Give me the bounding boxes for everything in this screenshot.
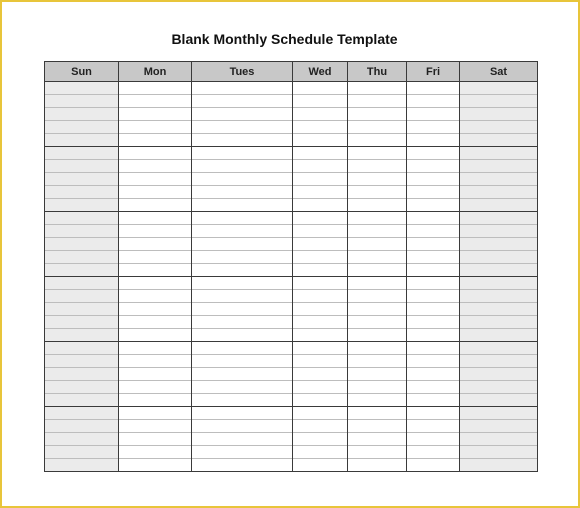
writing-lines bbox=[460, 212, 537, 276]
day-cell-sat[interactable] bbox=[460, 212, 538, 277]
week-row bbox=[45, 407, 538, 472]
writing-lines bbox=[45, 342, 118, 406]
week-row bbox=[45, 342, 538, 407]
writing-lines bbox=[119, 212, 191, 276]
writing-lines bbox=[407, 407, 459, 471]
day-cell-wed[interactable] bbox=[293, 147, 348, 212]
writing-lines bbox=[460, 82, 537, 146]
day-cell-sun[interactable] bbox=[45, 407, 119, 472]
writing-lines bbox=[460, 147, 537, 211]
day-cell-thu[interactable] bbox=[348, 407, 407, 472]
day-cell-sun[interactable] bbox=[45, 212, 119, 277]
day-cell-wed[interactable] bbox=[293, 277, 348, 342]
weekday-header-sat: Sat bbox=[460, 62, 538, 82]
writing-lines bbox=[407, 212, 459, 276]
writing-lines bbox=[407, 342, 459, 406]
day-cell-mon[interactable] bbox=[119, 342, 192, 407]
day-cell-tues[interactable] bbox=[192, 277, 293, 342]
day-cell-sat[interactable] bbox=[460, 407, 538, 472]
weekday-header-fri: Fri bbox=[407, 62, 460, 82]
writing-lines bbox=[192, 82, 292, 146]
day-cell-fri[interactable] bbox=[407, 277, 460, 342]
writing-lines bbox=[293, 277, 347, 341]
writing-lines bbox=[348, 212, 406, 276]
writing-lines bbox=[192, 407, 292, 471]
writing-lines bbox=[293, 342, 347, 406]
writing-lines bbox=[293, 407, 347, 471]
day-cell-tues[interactable] bbox=[192, 147, 293, 212]
writing-lines bbox=[192, 147, 292, 211]
writing-lines bbox=[460, 342, 537, 406]
weekday-header-wed: Wed bbox=[293, 62, 348, 82]
day-cell-sun[interactable] bbox=[45, 82, 119, 147]
day-cell-sat[interactable] bbox=[460, 82, 538, 147]
day-cell-tues[interactable] bbox=[192, 342, 293, 407]
day-cell-thu[interactable] bbox=[348, 212, 407, 277]
day-cell-wed[interactable] bbox=[293, 342, 348, 407]
day-cell-tues[interactable] bbox=[192, 212, 293, 277]
weekday-header-row bbox=[45, 62, 538, 82]
day-cell-mon[interactable] bbox=[119, 407, 192, 472]
writing-lines bbox=[293, 147, 347, 211]
day-cell-wed[interactable] bbox=[293, 212, 348, 277]
writing-lines bbox=[45, 82, 118, 146]
calendar-body bbox=[45, 82, 538, 472]
day-cell-sun[interactable] bbox=[45, 147, 119, 212]
writing-lines bbox=[192, 277, 292, 341]
calendar-grid bbox=[44, 61, 538, 472]
day-cell-fri[interactable] bbox=[407, 82, 460, 147]
writing-lines bbox=[460, 277, 537, 341]
day-cell-wed[interactable] bbox=[293, 82, 348, 147]
weekday-header-sun: Sun bbox=[45, 62, 119, 82]
day-cell-tues[interactable] bbox=[192, 82, 293, 147]
week-row bbox=[45, 212, 538, 277]
writing-lines bbox=[407, 147, 459, 211]
week-row bbox=[45, 82, 538, 147]
week-row bbox=[45, 277, 538, 342]
writing-lines bbox=[348, 82, 406, 146]
weekday-header-tues: Tues bbox=[192, 62, 293, 82]
day-cell-thu[interactable] bbox=[348, 342, 407, 407]
writing-lines bbox=[407, 82, 459, 146]
day-cell-fri[interactable] bbox=[407, 342, 460, 407]
day-cell-wed[interactable] bbox=[293, 407, 348, 472]
writing-lines bbox=[119, 407, 191, 471]
day-cell-mon[interactable] bbox=[119, 147, 192, 212]
writing-lines bbox=[45, 212, 118, 276]
writing-lines bbox=[348, 147, 406, 211]
day-cell-sat[interactable] bbox=[460, 147, 538, 212]
writing-lines bbox=[460, 407, 537, 471]
writing-lines bbox=[192, 212, 292, 276]
day-cell-sun[interactable] bbox=[45, 277, 119, 342]
day-cell-thu[interactable] bbox=[348, 82, 407, 147]
writing-lines bbox=[192, 342, 292, 406]
day-cell-mon[interactable] bbox=[119, 212, 192, 277]
writing-lines bbox=[45, 407, 118, 471]
day-cell-mon[interactable] bbox=[119, 82, 192, 147]
day-cell-tues[interactable] bbox=[192, 407, 293, 472]
weekday-header-mon: Mon bbox=[119, 62, 192, 82]
day-cell-mon[interactable] bbox=[119, 277, 192, 342]
writing-lines bbox=[119, 147, 191, 211]
writing-lines bbox=[45, 277, 118, 341]
day-cell-sat[interactable] bbox=[460, 277, 538, 342]
writing-lines bbox=[45, 147, 118, 211]
writing-lines bbox=[293, 212, 347, 276]
day-cell-fri[interactable] bbox=[407, 212, 460, 277]
day-cell-sat[interactable] bbox=[460, 342, 538, 407]
day-cell-fri[interactable] bbox=[407, 147, 460, 212]
writing-lines bbox=[119, 277, 191, 341]
day-cell-fri[interactable] bbox=[407, 407, 460, 472]
day-cell-thu[interactable] bbox=[348, 147, 407, 212]
day-cell-thu[interactable] bbox=[348, 277, 407, 342]
writing-lines bbox=[119, 342, 191, 406]
day-cell-sun[interactable] bbox=[45, 342, 119, 407]
writing-lines bbox=[348, 407, 406, 471]
writing-lines bbox=[407, 277, 459, 341]
weekday-header-thu: Thu bbox=[348, 62, 407, 82]
writing-lines bbox=[293, 82, 347, 146]
writing-lines bbox=[348, 277, 406, 341]
writing-lines bbox=[348, 342, 406, 406]
week-row bbox=[45, 147, 538, 212]
page-title: Blank Monthly Schedule Template bbox=[171, 31, 398, 47]
writing-lines bbox=[119, 82, 191, 146]
